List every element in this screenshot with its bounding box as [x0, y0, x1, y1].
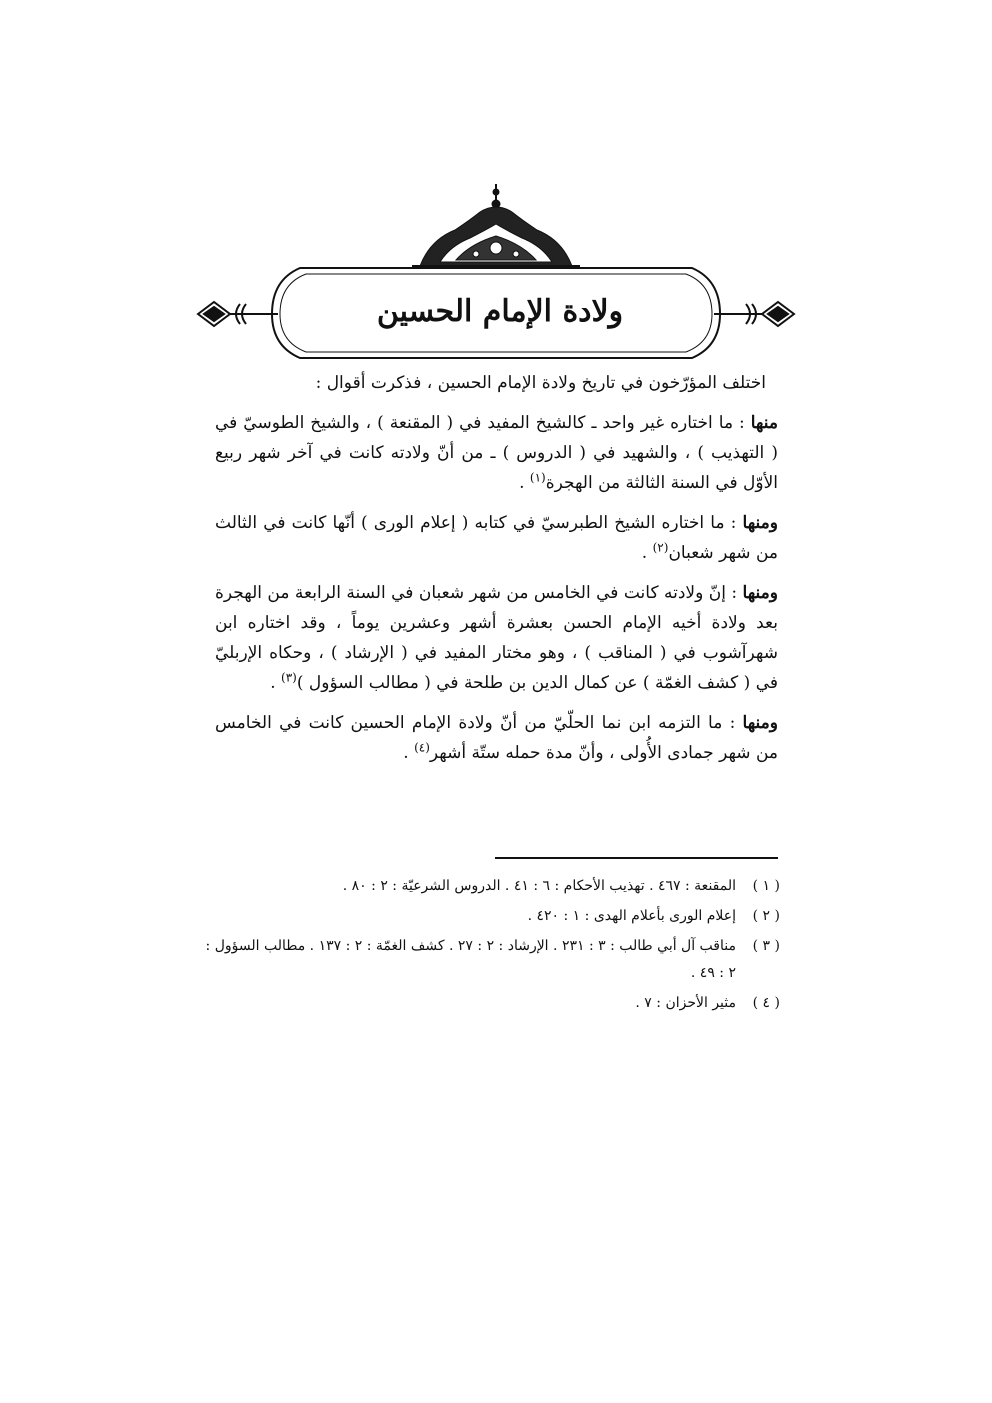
- paragraph-text: : ما اختاره الشيخ الطبرسيّ في كتابه ( إعلام الورى ) أنّها كانت في الثالث من شهر شعبان: [215, 513, 778, 563]
- paragraph: ومنها : ما التزمه ابن نما الحلّيّ من أنّ ولادة الإمام الحسين كانت في الخامس من شهر جمادى الأُولى ، وأنّ مدة حمله ستّة أشهر$^{(٤)}$ .: [215, 713, 778, 763]
- paragraph-lead: ومنها: [742, 583, 778, 603]
- footnote-ref: (٣): [281, 670, 297, 685]
- paragraph-text: : إنّ ولادته كانت في الخامس من شهر شعبان في السنة الرابعة من الهجرة بعد ولادة أخيه الإمام الحسن بعشرة أشهر وعشرين يوماً ، وقد اختاره ابن شهرآشوب في ( المناقب ) ، وهو مختار المفيد في ( الإرشاد ) ، وحكاه الإربليّ في ( كشف الغمّة ) عن كمال الدين بن طلحة في ( مطالب السؤول ): [215, 583, 778, 693]
- paragraph-lead: ومنها: [742, 513, 778, 533]
- footnote-number: ( ٤ ): [752, 995, 780, 1011]
- right-side-ornament-icon: [744, 302, 794, 326]
- chapter-ornament: [0, 180, 992, 380]
- footnotes: [200, 873, 780, 1020]
- footnote-ref: (١): [529, 470, 546, 485]
- footnote-text: مثير الأحزان : ٧ .: [635, 995, 736, 1011]
- paragraph-text: اختلف المؤرّخون في تاريخ ولادة الإمام الحسين ، فذكرت أقوال :: [315, 373, 766, 393]
- footnote-item: [200, 873, 780, 900]
- finial-icon: [412, 184, 580, 266]
- paragraph-lead: منها: [750, 413, 778, 433]
- paragraph-lead: ومنها: [742, 713, 778, 733]
- footnote-divider: [495, 857, 778, 859]
- paragraph-text: : ما اختاره غير واحد ـ كالشيخ المفيد في ( المقنعة ) ، والشيخ الطوسيّ في ( التهذيب ) ، والشهيد في ( الدروس ) ـ من أنّ ولادته كانت في آخر شهر ربيع الأوّل في السنة الثالثة من الهجرة: [215, 413, 778, 493]
- footnote-number: ( ١ ): [752, 878, 780, 894]
- main-text: [215, 368, 778, 778]
- footnote-item: [200, 903, 780, 930]
- paragraph-text: : ما التزمه ابن نما الحلّيّ من أنّ ولادة الإمام الحسين كانت في الخامس من شهر جمادى الأُولى ، وأنّ مدة حمله ستّة أشهر: [215, 713, 778, 763]
- chapter-title: ولادة الإمام الحسين: [376, 294, 624, 329]
- left-side-ornament-icon: [198, 302, 250, 326]
- paragraph: [215, 368, 778, 398]
- footnote-number: ( ٢ ): [752, 908, 780, 924]
- paragraph: منها : ما اختاره غير واحد ـ كالشيخ المفيد في ( المقنعة ) ، والشيخ الطوسيّ في ( التهذيب ) ، والشهيد في ( الدروس ) ـ من أنّ ولادته كانت في آخر شهر ربيع الأوّل في السنة الثالثة من الهجرة$^{(١)}$ .: [215, 413, 778, 493]
- footnote-number: ( ٣ ): [752, 938, 780, 954]
- paragraph: ومنها : إنّ ولادته كانت في الخامس من شهر شعبان في السنة الرابعة من الهجرة بعد ولادة أخيه الإمام الحسن بعشرة أشهر وعشرين يوماً ، وقد اختاره ابن شهرآشوب في ( المناقب ) ، وهو مختار المفيد في ( الإرشاد ) ، وحكاه الإربليّ في ( كشف الغمّة ) عن كمال الدين بن طلحة في ( مطالب السؤول )$^{(٣)}$ .: [215, 583, 778, 693]
- footnote-item: [200, 933, 780, 987]
- footnote-ref: (٢): [652, 540, 669, 555]
- footnote-item: [200, 990, 780, 1017]
- footnote-text: المقنعة : ٤٦٧ . تهذيب الأحكام : ٦ : ٤١ . الدروس الشرعيّة : ٢ : ٨٠ .: [342, 878, 736, 894]
- footnote-ref: (٤): [414, 740, 430, 755]
- footnote-text: مناقب آل أبي طالب : ٣ : ٢٣١ . الإرشاد : ٢ : ٢٧ . كشف الغمّة : ٢ : ١٣٧ . مطالب السؤول : ٢ : ٤٩ .: [205, 938, 736, 981]
- footnote-text: إعلام الورى بأعلام الهدى : ١ : ٤٢٠ .: [527, 908, 736, 924]
- paragraph: ومنها : ما اختاره الشيخ الطبرسيّ في كتابه ( إعلام الورى ) أنّها كانت في الثالث من شهر شعبان$^{(٢)}$ .: [215, 513, 778, 563]
